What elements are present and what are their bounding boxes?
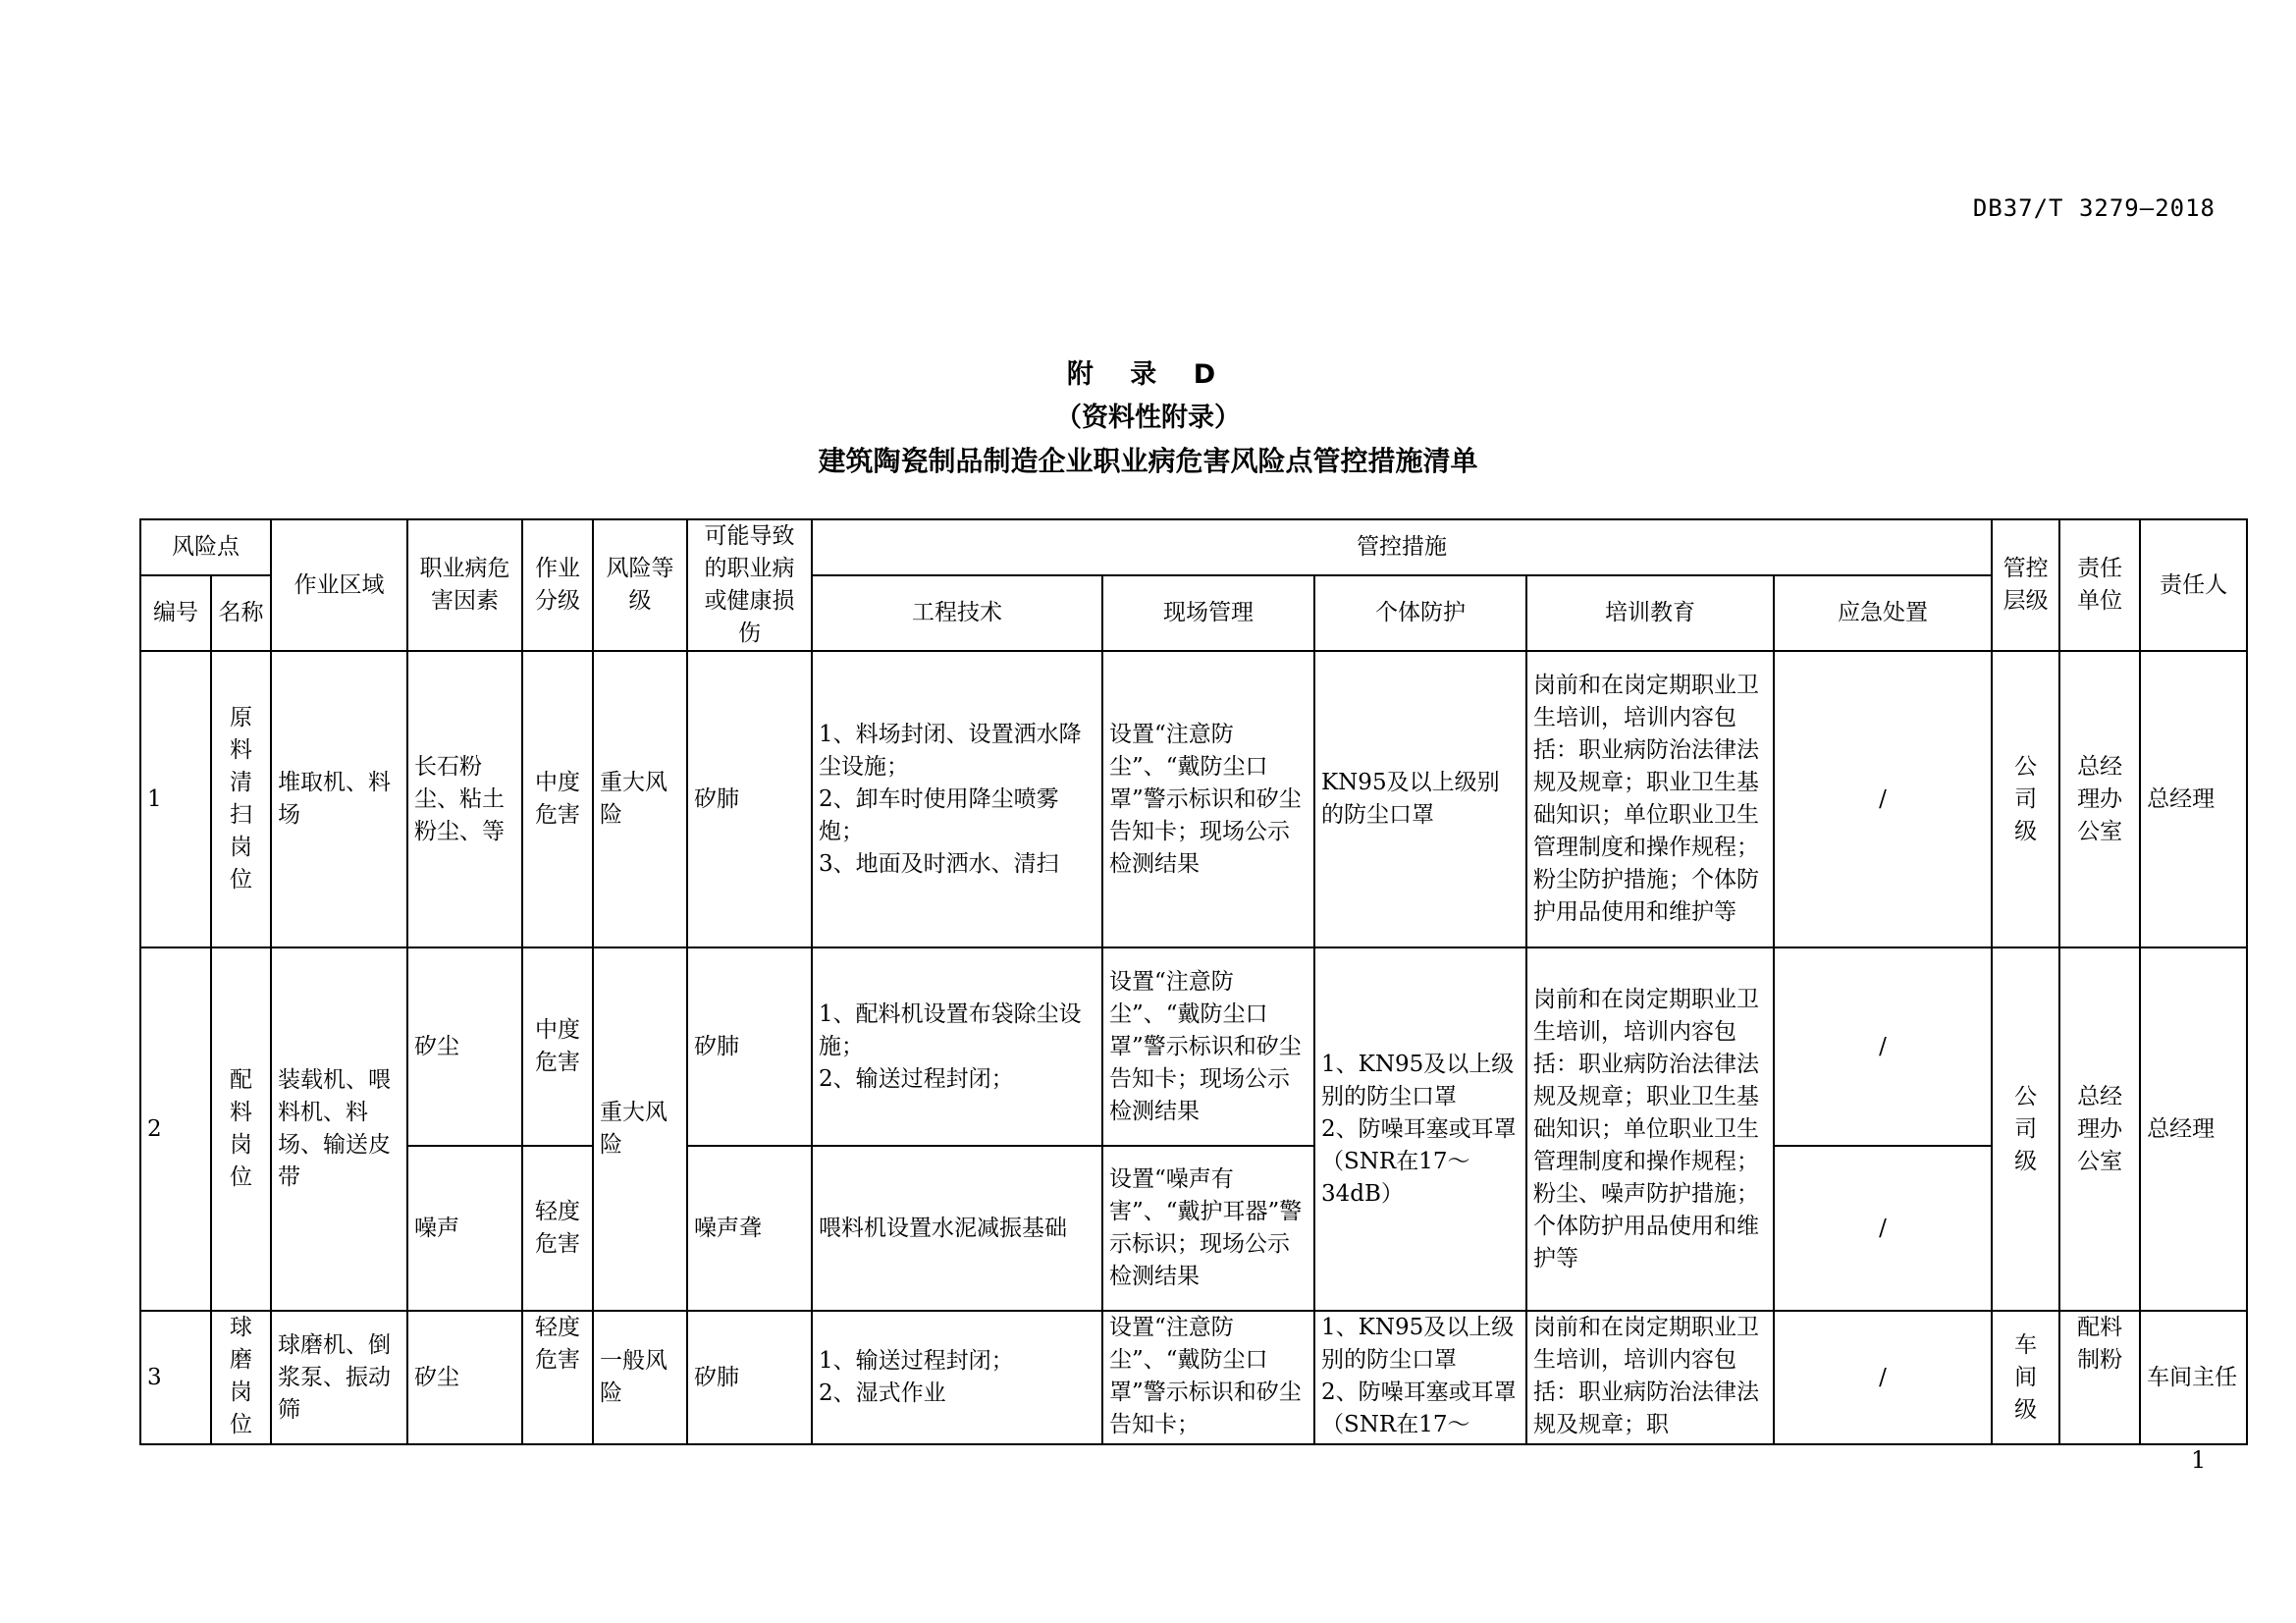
cell-site-management: 设置“注意防尘”、“戴防尘口罩”警示标识和矽尘告知卡；现场公示检测结果	[1102, 651, 1314, 947]
header-training: 培训教育	[1526, 575, 1774, 651]
cell-work-grade: 中度危害	[522, 947, 593, 1146]
title-block	[0, 353, 2296, 483]
cell-training	[1526, 1311, 1774, 1444]
header-number: 编号	[140, 575, 211, 651]
cell-site-management-text: 设置“注意防尘”、“戴防尘口罩”警示标识和矽尘告知卡；	[1109, 1315, 1302, 1437]
table-row	[140, 947, 2247, 1146]
cell-name-text: 球磨岗位	[230, 1315, 252, 1437]
cell-work-grade: 轻度危害	[522, 1146, 593, 1311]
annex-type: （资料性附录）	[1055, 403, 1241, 433]
cell-engineering: 1、输送过程封闭； 2、湿式作业	[812, 1311, 1102, 1444]
risk-control-table	[139, 518, 2248, 1445]
cell-personal-protection-text: 1、KN95及以上级别的防尘口罩 2、防噪耳塞或耳罩（SNR在17～	[1321, 1315, 1517, 1437]
cell-risk-level: 一般风险	[593, 1311, 687, 1444]
header-control-measures: 管控措施	[812, 519, 1992, 575]
cell-responsible-unit: 总经理办公室	[2059, 947, 2140, 1311]
cell-name	[211, 1311, 271, 1444]
cell-hazard-factor: 矽尘	[407, 947, 522, 1146]
header-hazard-factor: 职业病危害因素	[407, 519, 522, 651]
cell-hazard-factor: 噪声	[407, 1146, 522, 1311]
table-row	[140, 651, 2247, 947]
cell-number: 2	[140, 947, 211, 1311]
header-work-area: 作业区域	[271, 519, 407, 651]
cell-hazard-factor: 矽尘	[407, 1311, 522, 1444]
cell-site-management: 设置“噪声有害”、“戴护耳器”警示标识；现场公示检测结果	[1102, 1146, 1314, 1311]
header-personal-protection: 个体防护	[1314, 575, 1526, 651]
cell-work-grade	[522, 1311, 593, 1444]
cell-risk-level: 重大风险	[593, 947, 687, 1311]
cell-responsible-unit-text: 配料制粉	[2077, 1315, 2123, 1373]
cell-engineering: 1、配料机设置布袋除尘设施； 2、输送过程封闭；	[812, 947, 1102, 1146]
header-risk-level: 风险等级	[593, 519, 687, 651]
cell-emergency: /	[1774, 1311, 1992, 1444]
header-possible-disease: 可能导致的职业病或健康损伤	[687, 519, 812, 651]
annex-label: 附 录 D	[1066, 359, 1230, 390]
cell-work-area: 球磨机、倒浆泵、振动筛	[271, 1311, 407, 1444]
cell-emergency: /	[1774, 1146, 1992, 1311]
header-name: 名称	[211, 575, 271, 651]
table-row	[140, 1311, 2247, 1444]
document-title: 建筑陶瓷制品制造企业职业病危害风险点管控措施清单	[818, 445, 1478, 477]
cell-number: 1	[140, 651, 211, 947]
cell-emergency: /	[1774, 947, 1992, 1146]
cell-name: 配料岗位	[211, 947, 271, 1311]
header-responsible-unit: 责任单位	[2059, 519, 2140, 651]
cell-responsible-unit	[2059, 1311, 2140, 1444]
cell-work-area: 装载机、喂料机、料场、输送皮带	[271, 947, 407, 1311]
cell-hazard-factor: 长石粉尘、粘土粉尘、等	[407, 651, 522, 947]
cell-site-management	[1102, 1311, 1314, 1444]
cell-control-level: 公司级	[1992, 651, 2059, 947]
cell-work-grade-text: 轻度危害	[535, 1315, 580, 1373]
header-row-1	[140, 519, 2247, 575]
header-responsible-person: 责任人	[2140, 519, 2247, 651]
header-site-management: 现场管理	[1102, 575, 1314, 651]
cell-work-grade: 中度危害	[522, 651, 593, 947]
cell-possible-disease: 矽肺	[687, 947, 812, 1146]
cell-responsible-person: 车间主任	[2140, 1311, 2247, 1444]
header-emergency: 应急处置	[1774, 575, 1992, 651]
cell-personal-protection: 1、KN95及以上级别的防尘口罩 2、防噪耳塞或耳罩（SNR在17～34dB）	[1314, 947, 1526, 1311]
cell-control-level: 公司级	[1992, 947, 2059, 1311]
cell-possible-disease: 噪声聋	[687, 1146, 812, 1311]
header-engineering: 工程技术	[812, 575, 1102, 651]
cell-training: 岗前和在岗定期职业卫生培训，培训内容包括：职业病防治法律法规及规章；职业卫生基础知识；单位职业卫生管理制度和操作规程；粉尘、噪声防护措施；个体防护用品使用和维护等	[1526, 947, 1774, 1311]
cell-personal-protection: KN95及以上级别的防尘口罩	[1314, 651, 1526, 947]
cell-number: 3	[140, 1311, 211, 1444]
cell-engineering: 喂料机设置水泥减振基础	[812, 1146, 1102, 1311]
cell-personal-protection	[1314, 1311, 1526, 1444]
cell-responsible-person: 总经理	[2140, 947, 2247, 1311]
standard-code: DB37/T 3279—2018	[1972, 194, 2216, 222]
header-work-grade: 作业分级	[522, 519, 593, 651]
cell-control-level: 车间级	[1992, 1311, 2059, 1444]
table-row	[140, 1146, 2247, 1311]
cell-possible-disease: 矽肺	[687, 651, 812, 947]
cell-possible-disease: 矽肺	[687, 1311, 812, 1444]
header-control-level: 管控层级	[1992, 519, 2059, 651]
cell-work-area: 堆取机、料场	[271, 651, 407, 947]
cell-engineering: 1、料场封闭、设置洒水降尘设施； 2、卸车时使用降尘喷雾炮； 3、地面及时洒水、清扫	[812, 651, 1102, 947]
cell-risk-level: 重大风险	[593, 651, 687, 947]
cell-responsible-person: 总经理	[2140, 651, 2247, 947]
cell-training: 岗前和在岗定期职业卫生培训，培训内容包括：职业病防治法律法规及规章；职业卫生基础知识；单位职业卫生管理制度和操作规程；粉尘防护措施；个体防护用品使用和维护等	[1526, 651, 1774, 947]
cell-emergency: /	[1774, 651, 1992, 947]
cell-site-management: 设置“注意防尘”、“戴防尘口罩”警示标识和矽尘告知卡；现场公示检测结果	[1102, 947, 1314, 1146]
cell-training-text: 岗前和在岗定期职业卫生培训，培训内容包括：职业病防治法律法规及规章；职	[1533, 1315, 1759, 1437]
page-number: 1	[2191, 1446, 2207, 1474]
cell-name: 原料清扫岗位	[211, 651, 271, 947]
cell-responsible-unit: 总经理办公室	[2059, 651, 2140, 947]
header-risk-point: 风险点	[140, 519, 271, 575]
